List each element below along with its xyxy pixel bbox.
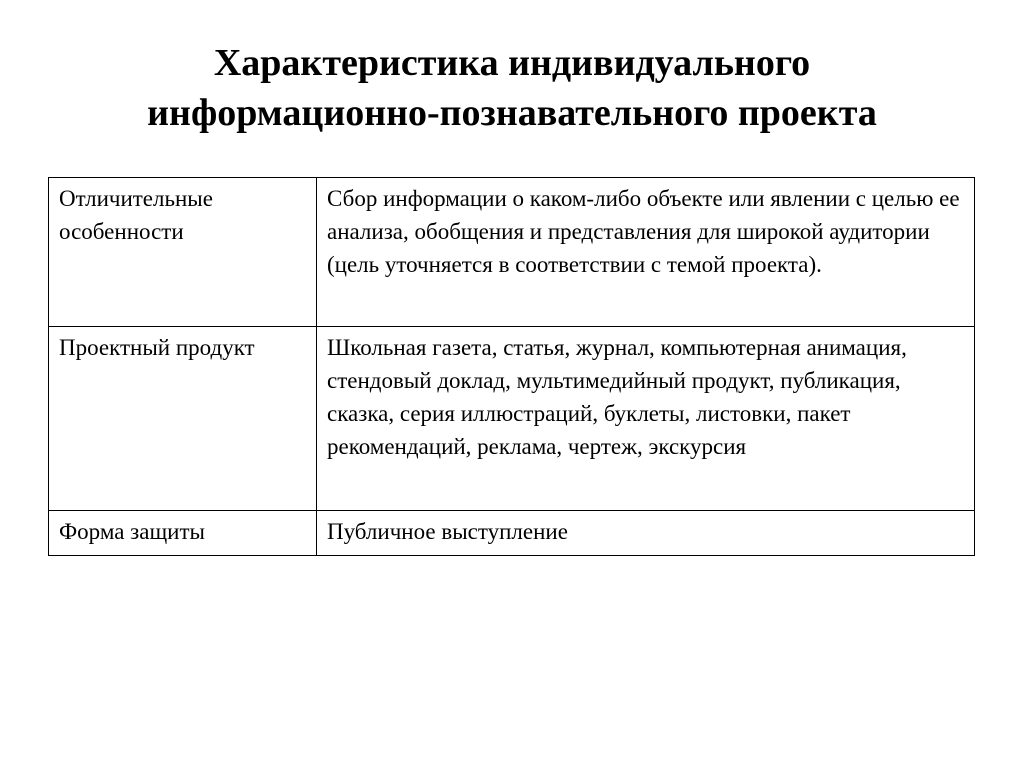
row-label-distinctive-features: Отличительные особенности	[49, 178, 317, 327]
table-row	[49, 511, 975, 556]
page-title-line-1: Характеристика индивидуального	[213, 42, 811, 84]
page-title	[0, 38, 1024, 138]
project-characteristics-table	[48, 177, 975, 556]
table-row	[49, 327, 975, 511]
row-value-distinctive-features: Сбор информации о каком-либо объекте или явлении с целью ее анализа, обобщения и представления для широкой аудитории (цель уточняется в соответствии с темой проекта).	[317, 178, 975, 327]
row-label-project-product: Проектный продукт	[49, 327, 317, 511]
row-value-defense-form: Публичное выступление	[317, 511, 975, 556]
page-title-line-2: информационно-познавательного проекта	[147, 92, 877, 134]
row-value-project-product: Школьная газета, статья, журнал, компьютерная анимация, стендовый доклад, мультимедийный продукт, публикация, сказка, серия иллюстраций, буклеты, листовки, пакет рекомендаций, реклама, чертеж, экскурсия	[317, 327, 975, 511]
row-label-defense-form: Форма защиты	[49, 511, 317, 556]
table-row	[49, 178, 975, 327]
